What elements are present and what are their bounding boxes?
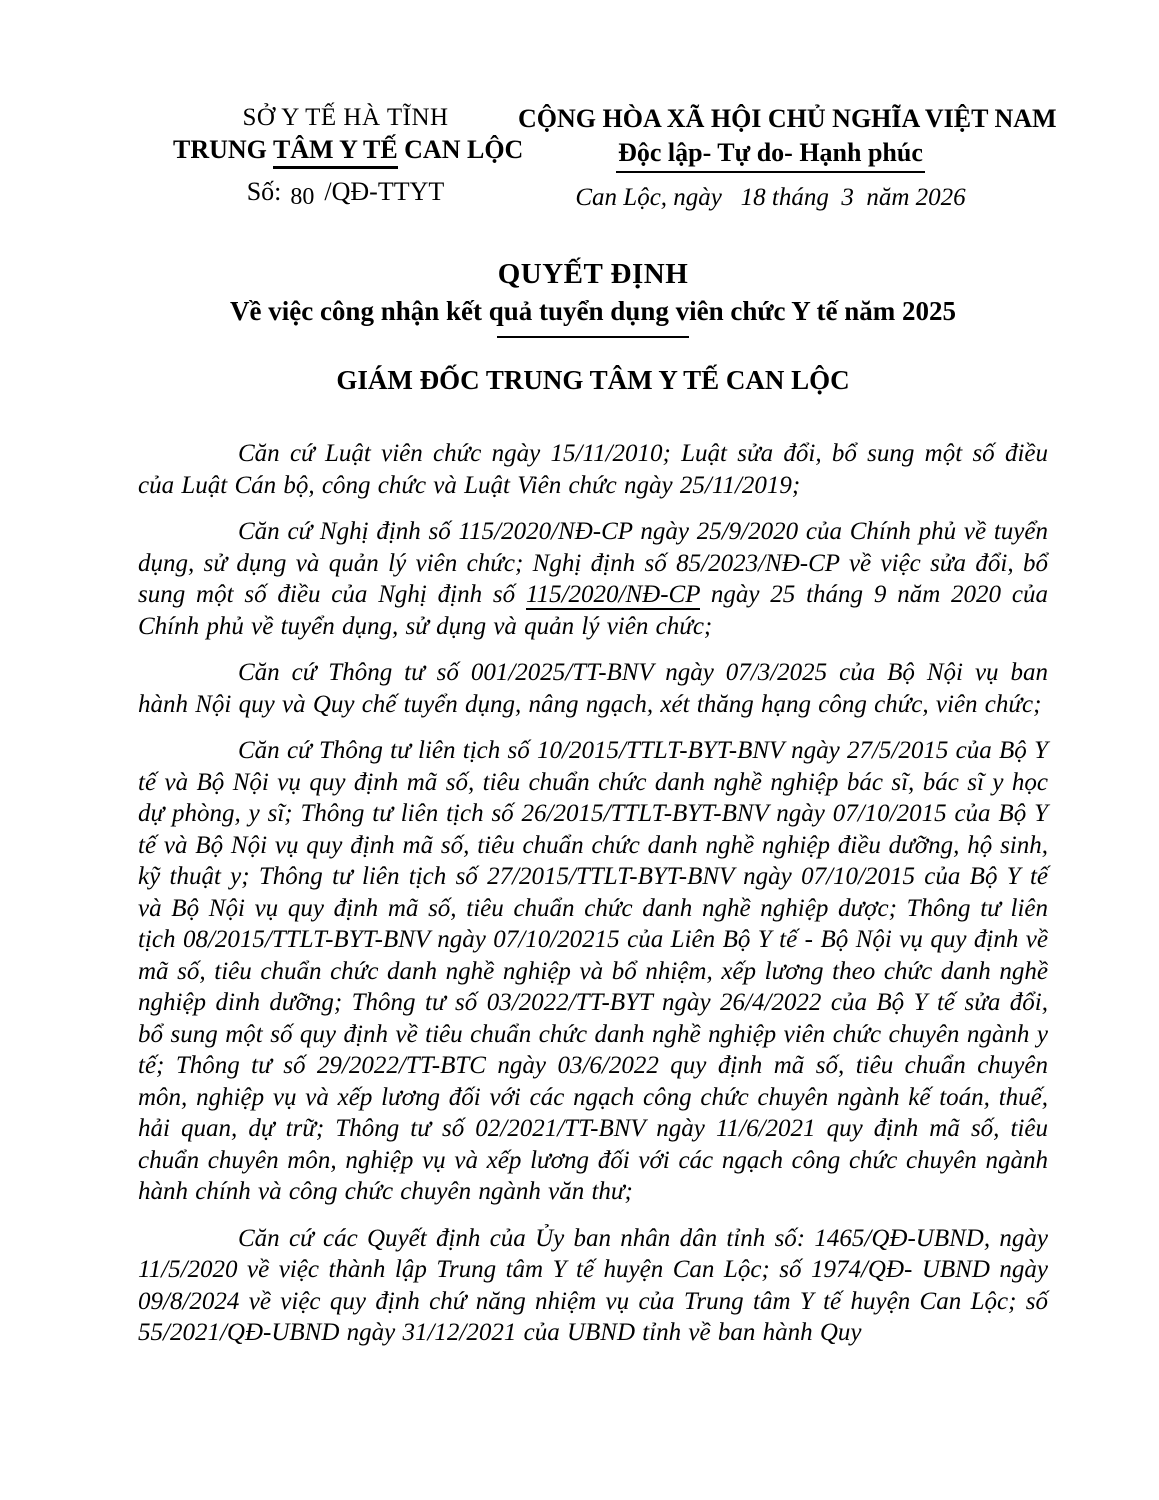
- text-run: TRUNG: [173, 135, 273, 164]
- issuing-org-block: [173, 104, 524, 212]
- issuer-heading: GIÁM ĐỐC TRUNG TÂM Y TẾ CAN LỘC: [336, 365, 850, 395]
- place-date-line: Can Lộc, ngày 18 tháng 3 năm 2026: [575, 184, 966, 211]
- text-run: CAN LỘC: [397, 135, 524, 164]
- underlined-text-run: 115/2020/NĐ-CP: [525, 581, 701, 608]
- national-motto-wrap: [518, 134, 1023, 173]
- paragraph: [138, 438, 1048, 501]
- body-paragraphs: [138, 438, 1048, 1349]
- document-subject: Về việc công nhận kết quả tuyển dụng viên chức Y tế năm 2025: [230, 296, 956, 326]
- doc-number-suffix: /QĐ-TTYT: [324, 177, 445, 206]
- text-run: ngày 25 tháng 9 năm 2020 của Chính phủ về tuyển dụng, sử dụng và quản lý viên chức;: [138, 581, 1048, 640]
- paragraph: [138, 516, 1048, 642]
- title-block: [138, 258, 1048, 396]
- underlined-text-run: TÂM Y TẾ: [273, 135, 398, 169]
- text-run: Căn cứ Thông tư số 001/2025/TT-BNV ngày 07/3/2025 của Bộ Nội vụ ban hành Nội quy và Quy chế tuyển dụng, nâng ngạch, xét thăng hạng công chức, viên chức;: [138, 659, 1048, 718]
- title-separator-rule: [497, 336, 689, 338]
- parent-org-name: SỞ Y TẾ HÀ TĨNH: [242, 104, 449, 131]
- paragraph: [138, 657, 1048, 720]
- text-run: Căn cứ Luật viên chức ngày 15/11/2010; Luật sửa đổi, bổ sung một số điều của Luật Cán bộ, công chức và Luật Viên chức ngày 25/11/2019;: [138, 440, 1048, 499]
- document-number: [173, 177, 518, 210]
- country-title: CỘNG HÒA XÃ HỘI CHỦ NGHĨA VIỆT NAM: [518, 104, 1057, 133]
- national-motto: Độc lập- Tự do- Hạnh phúc: [616, 138, 925, 173]
- doc-number-value: 80: [290, 184, 315, 210]
- text-run: Căn cứ Thông tư liên tịch số 10/2015/TTLT-BYT-BNV ngày 27/5/2015 của Bộ Y tế và Bộ Nội vụ quy định mã số, tiêu chuẩn chức danh nghề nghiệp bác sĩ, bác sĩ y học dự phòng, y sĩ; Thông tư liên tịch số 26/2015/TTLT-BYT-BNV ngày 07/10/2015 của Bộ Y tế và Bộ Nội vụ quy định mã số, tiêu chuẩn chức danh nghề nghiệp điều dưỡng, hộ sinh, kỹ thuật y; Thông tư liên tịch số 27/2015/TTLT-BYT-BNV ngày 07/10/2015 của Bộ Y tế và Bộ Nội vụ quy định mã số, tiêu chuẩn chức danh nghề nghiệp dược; Thông tư liên tịch 08/2015/TTLT-BYT-BNV ngày 07/10/20215 của Liên Bộ Y tế - Bộ Nội vụ quy định về mã số, tiêu chuẩn chức danh nghề nghiệp và bổ nhiệm, xếp lương theo chức danh nghề nghiệp dinh dưỡng; Thông tư số 03/2022/TT-BYT ngày 26/4/2022 của Bộ Y tế sửa đổi, bổ sung một số quy định về tiêu chuẩn chức danh nghề nghiệp viên chức chuyên ngành y tế; Thông tư số 29/2022/TT-BTC ngày 03/6/2022 quy định mã số, tiêu chuẩn chuyên môn, nghiệp vụ và xếp lương đối với các ngạch công chức chuyên ngành kế toán, thuế, hải quan, dự trữ; Thông tư số 02/2021/TT-BNV ngày 11/6/2021 quy định mã số, tiêu chuẩn chuyên môn, nghiệp vụ và xếp lương đối với các ngạch công chức chuyên ngành hành chính và công chức chuyên ngành văn thư;: [138, 737, 1048, 1205]
- doc-number-prefix: Số:: [246, 177, 282, 206]
- document-header: [138, 104, 1057, 212]
- national-header-block: [518, 104, 1057, 212]
- org-name: [173, 135, 524, 165]
- paragraph: [138, 1223, 1048, 1349]
- text-run: Căn cứ các Quyết định của Ủy ban nhân dân tỉnh số: 1465/QĐ-UBND, ngày 11/5/2020 về việc thành lập Trung tâm Y tế huyện Can Lộc; số 1974/QĐ- UBND ngày 09/8/2024 về việc quy định chứ năng nhiệm vụ của Trung tâm Y tế huyện Can Lộc; số 55/2021/QĐ-UBND ngày 31/12/2021 của UBND tỉnh về ban hành Quy: [138, 1224, 1048, 1346]
- text-run: Căn cứ Nghị định số 115/2020/NĐ-CP ngày 25/9/2020 của Chính phủ về tuyển dụng, sử dụng và quản lý viên chức; Nghị định số 85/2023/NĐ-CP về việc sửa đổi, bổ sung một số điều của Nghị định số: [138, 518, 1048, 608]
- paragraph: [138, 735, 1048, 1208]
- document-type-heading: QUYẾT ĐỊNH: [497, 258, 689, 290]
